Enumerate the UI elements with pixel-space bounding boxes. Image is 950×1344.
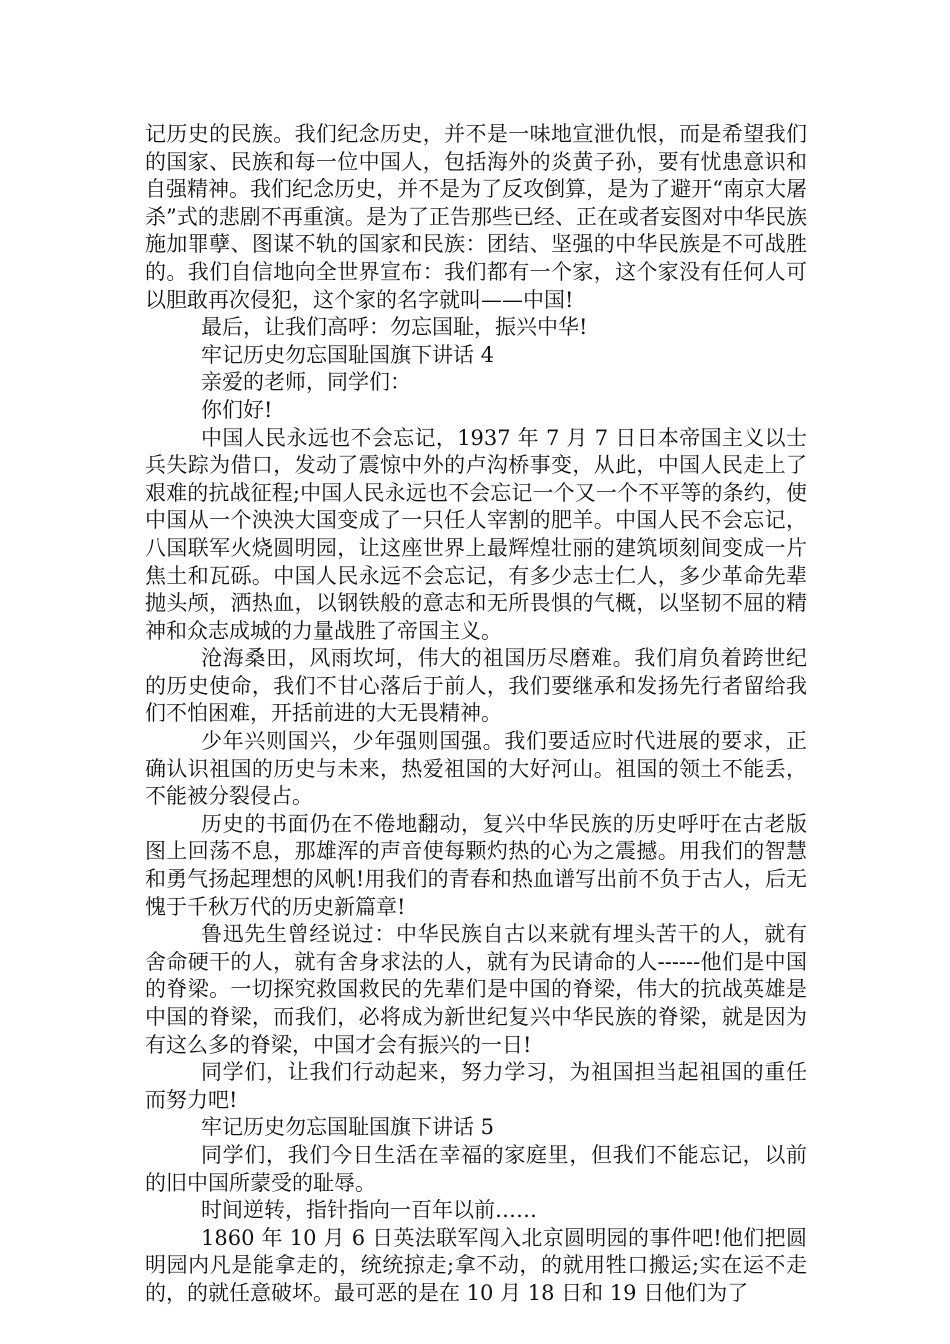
document-body	[145, 121, 807, 1308]
paragraph: 时间逆转，指针指向一百年以前……	[201, 1198, 537, 1223]
greeting: 你们好!	[201, 397, 273, 422]
section-heading: 牢记历史勿忘国耻国旗下讲话 5	[201, 1115, 495, 1140]
paragraph: 最后，让我们高呼：勿忘国耻，振兴中华!	[201, 315, 588, 340]
paragraph: 中国人民永远也不会忘记，1937 年 7 月 7 日日本帝国主义以士兵失踪为借口，发动了震惊中外的卢沟桥事变，从此，中国人民走上了艰难的抗战征程;中国人民永远也不会忘记一个又一个不平等的条约，使中国从一个泱泱大国变成了一只任人宰割的肥羊。中国人民不会忘记，八国联军火烧圆明园，让这座世界上最辉煌壮丽的建筑顷刻间变成一片焦土和瓦砾。中国人民永远不会忘记，有多少志士仁人，多少革命先辈抛头颅，洒热血，以钢铁般的意志和无所畏惧的气概，以坚韧不屈的精神和众志成城的力量战胜了帝国主义。	[145, 425, 807, 643]
paragraph: 沧海桑田，风雨坎坷，伟大的祖国历尽磨难。我们肩负着跨世纪的历史使命，我们不甘心落后于前人，我们要继承和发扬先行者留给我们不怕困难，开括前进的大无畏精神。	[145, 646, 807, 726]
paragraph: 记历史的民族。我们纪念历史，并不是一味地宣泄仇恨，而是希望我们的国家、民族和每一位中国人，包括海外的炎黄子孙，要有忧患意识和自强精神。我们纪念历史，并不是为了反攻倒算，是为了避开“南京大屠杀”式的悲剧不再重演。是为了正告那些已经、正在或者妄图对中华民族施加罪孽、图谋不轨的国家和民族：团结、坚强的中华民族是不可战胜的。我们自信地向全世界宣布：我们都有一个家，这个家没有任何人可以胆敢再次侵犯，这个家的名字就叫——中国!	[145, 122, 807, 312]
paragraph: 历史的书面仍在不倦地翻动，复兴中华民族的历史呼吁在古老版图上回荡不息，那雄浑的声音使每颗灼热的心为之震撼。用我们的智慧和勇气扬起理想的风帆!用我们的青春和热血谱写出前不负于古人，后无愧于千秋万代的历史新篇章!	[145, 811, 807, 919]
paragraph: 同学们，我们今日生活在幸福的家庭里，但我们不能忘记，以前的旧中国所蒙受的耻辱。	[145, 1142, 807, 1195]
paragraph: 1860 年 10 月 6 日英法联军闯入北京圆明园的事件吧!他们把圆明园内凡是能拿走的，统统掠走;拿不动，的就用牲口搬运;实在运不走的，的就任意破坏。最可恶的是在 10 月 18 日和 19 日他们为了	[145, 1225, 807, 1305]
salutation: 亲爱的老师，同学们：	[201, 370, 411, 395]
paragraph: 鲁迅先生曾经说过：中华民族自古以来就有埋头苦干的人，就有舍命硬干的人，就有舍身求法的人，就有为民请命的人------他们是中国的脊梁。一切探究救国救民的先辈们是中国的脊梁，伟大的抗战英雄是中国的脊梁，而我们，必将成为新世纪复兴中华民族的脊梁，就是因为有这么多的脊梁，中国才会有振兴的一日!	[145, 922, 807, 1057]
section-heading: 牢记历史勿忘国耻国旗下讲话 4	[201, 342, 495, 367]
paragraph: 少年兴则国兴，少年强则国强。我们要适应时代进展的要求，正确认识祖国的历史与未来，热爱祖国的大好河山。祖国的领土不能丢，不能被分裂侵占。	[145, 729, 807, 809]
paragraph: 同学们，让我们行动起来，努力学习，为祖国担当起祖国的重任而努力吧!	[145, 1060, 807, 1112]
